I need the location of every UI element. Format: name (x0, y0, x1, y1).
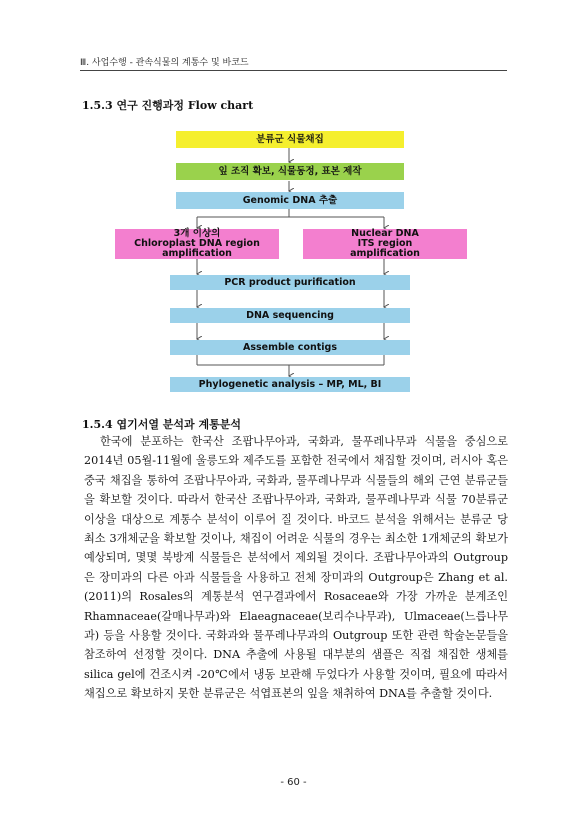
branch-right-line1: Nuclear DNA (351, 228, 419, 239)
section-title-analysis: 1.5.4 엽기서열 분석과 계통분석 (82, 418, 241, 431)
flow-step-dna-sequencing: DNA sequencing (170, 308, 410, 323)
flow-step-dna-extraction: Genomic DNA 추출 (176, 192, 404, 209)
body-paragraph: 한국에 분포하는 한국산 조팝나무아과, 국화과, 물푸레나무과 식물을 중심으로 2014년 05월-11월에 울릉도와 제주도를 포함한 전국에서 채집할 것이며, 러시아 혹은 중국 채집을 통하여 조팝나무아과, 국화과, 물푸레나무과 식물들의 해외 근연 분류군들을 확보할 것이다. 따라서 한국산 조팝나무아과, 국화과, 물푸레나무과 식물 70분류군 이상을 대상으로 계통수 분석이 이루어 질 것이다. 바코드 분석을 위해서는 분류군 당 최소 3개체군을 확보할 것이나, 채집이 어려운 식물의 경우는 최소한 1개체군의 확보가 예상되며, 몇몇 북방계 식물들은 분석에서 제외될 것이다. 조팝나무아과의 Outgroup은 장미과의 다른 아과 식물들을 사용하고 전체 장미과의 Outgroup은 Zhang et al.(2011)의 Rosales의 계통분석 연구결과에서 Rosaceae와 가장 가까운 분계조인 Rhamnaceae(갈매나무과)와 Elaeagnaceae(보리수나무과), Ulmaceae(느릅나무과) 등을 사용할 것이다. 국화과와 물푸레나무과의 Outgroup 또한 관련 학술논문들을 참조하여 선정할 것이다. DNA 추출에 사용될 대부분의 샘플은 직접 채집한 생체를 silica gel에 건조시켜 -20℃에서 냉동 보관해 두었다가 사용할 것이며, 필요에 따라서 채집으로 확보하지 못한 분류군은 석엽표본의 잎을 채취하여 DNA를 추출할 것이다. (84, 435, 508, 701)
branch-left-line3: amplification (162, 248, 232, 259)
section-title-flowchart: 1.5.3 연구 진행과정 Flow chart (82, 99, 254, 112)
page-number: - 60 - (280, 777, 307, 788)
flow-step-phylogenetic-analysis: Phylogenetic analysis – MP, ML, BI (170, 377, 410, 392)
running-header: Ⅲ. 사업수행 - 관속식물의 계통수 및 바코드 (80, 58, 249, 68)
flow-step-plant-collection: 분류군 식물채집 (176, 131, 404, 148)
flow-branch-chloroplast (115, 229, 279, 259)
branch-right-line2: ITS region (357, 238, 413, 249)
branch-left-line2: Chloroplast DNA region (134, 238, 260, 249)
branch-right-line3: amplification (350, 248, 420, 259)
flow-step-tissue-identification: 잎 조직 확보, 식물동정, 표본 제작 (176, 163, 404, 180)
flow-branch-nuclear (303, 229, 467, 259)
flow-step-pcr-purification: PCR product purification (170, 275, 410, 290)
branch-left-line1: 3개 이상의 (173, 228, 221, 239)
body-paragraph-container (84, 432, 508, 704)
flow-step-assemble-contigs: Assemble contigs (170, 340, 410, 355)
